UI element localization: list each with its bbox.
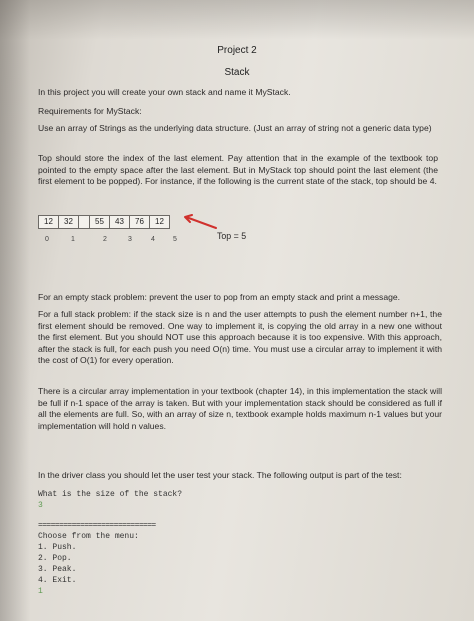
- array-index: 4: [151, 236, 155, 243]
- array-cell: [79, 216, 90, 228]
- console-menu-title: Choose from the menu:: [38, 532, 139, 541]
- array-index: 0: [45, 236, 49, 243]
- empty-stack-note: For an empty stack problem: prevent the user to pop from an empty stack and print a message.: [38, 292, 401, 302]
- array-index: 3: [128, 236, 132, 243]
- array-index: 2: [103, 236, 107, 243]
- stack-array: [38, 215, 170, 229]
- console-separator: ============================: [38, 521, 156, 530]
- console-question: What is the size of the stack?: [38, 490, 183, 499]
- array-cell: 43: [110, 216, 130, 228]
- circular-array-note: There is a circular array implementation in your textbook (chapter 14), in this implementation the stack will be full if n-1 space of the array is taken. But with your implementation stack should be considered as full if all the elements are full. So, with an array of size n, textbook example holds maximum n-1 values but your implementation will hold n values.: [38, 386, 442, 431]
- full-stack-note: For a full stack problem: if the stack size is n and the user attempts to push the element number n+1, the first element should be removed. One way to implement it, is copying the old array in a new one without the first element. But you should NOT use this approach because it is too expensive. With this approach, after the stack is full, for each push you need O(n) time. You must use a circular array to implement it with the cost of O(1) for every operation.: [38, 309, 442, 365]
- console-answer: 3: [38, 501, 43, 510]
- requirements-heading: Requirements for MyStack:: [38, 106, 142, 116]
- array-cell: 12: [39, 216, 59, 228]
- doc-title: Project 2: [217, 45, 257, 56]
- console-choice: 1: [38, 587, 43, 596]
- doc-subtitle: Stack: [224, 67, 250, 78]
- page-shadow-left: [0, 0, 30, 621]
- top-label: Top = 5: [217, 231, 247, 241]
- console-menu-item: 4. Exit.: [38, 576, 77, 585]
- console-menu-item: 2. Pop.: [38, 554, 72, 563]
- array-cell: 32: [59, 216, 79, 228]
- console-menu-item: 1. Push.: [38, 543, 77, 552]
- requirement-top: Top should store the index of the last element. Pay attention that in the example of the textbook top pointed to the empty space after the last element. But in MyStack top should point the last element (the first element to be popped). For instance, if the following is the current state of the stack, top should be 4.: [38, 153, 438, 186]
- array-cell: 76: [130, 216, 150, 228]
- requirement-array: Use an array of Strings as the underlying data structure. (Just an array of string not a generic data type): [38, 123, 432, 133]
- page-shadow-top: [0, 0, 474, 40]
- driver-note: In the driver class you should let the user test your stack. The following output is part of the test:: [38, 470, 402, 480]
- array-index: 5: [173, 236, 177, 243]
- array-cell: 12: [155, 217, 164, 226]
- arrow-icon: [180, 213, 220, 233]
- array-cell: 55: [90, 216, 110, 228]
- array-index: 1: [71, 236, 75, 243]
- intro-text: In this project you will create your own stack and name it MyStack.: [38, 87, 291, 97]
- console-menu-item: 3. Peak.: [38, 565, 77, 574]
